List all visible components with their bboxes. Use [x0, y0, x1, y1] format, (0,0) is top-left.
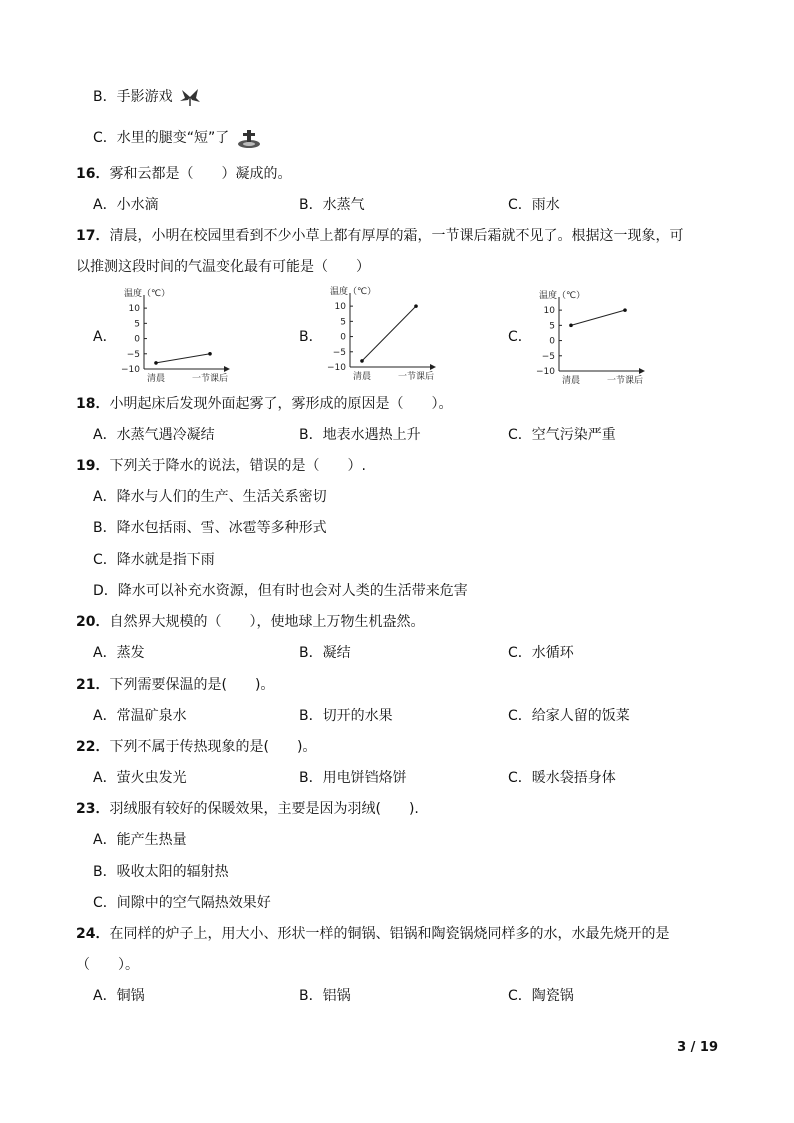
q20-number: 20．: [76, 614, 110, 630]
data-point: [569, 324, 573, 328]
q16-option-c: C．雨水: [508, 197, 560, 213]
q23-number: 23．: [76, 801, 110, 817]
q22-text: 下列不属于传热现象的是( )。: [109, 739, 317, 755]
x-tick-label: 清晨: [146, 374, 166, 384]
q21-text: 下列需要保温的是( )。: [109, 677, 275, 693]
q20-stem: [76, 612, 424, 632]
q16-option-a: A．小水滴: [93, 197, 159, 213]
q17-option-b-label: B．: [299, 329, 323, 345]
data-point: [208, 352, 212, 356]
q24-number: 24．: [76, 926, 110, 942]
q24-option-c: C．陶瓷锅: [508, 988, 574, 1004]
q23-option-c: C．间隙中的空气隔热效果好: [93, 895, 271, 911]
q20-option-a: A．蒸发: [93, 645, 145, 661]
q21-option-b: B．切开的水果: [299, 708, 393, 724]
q18-option-a: A．水蒸气遇冷凝结: [93, 427, 215, 443]
data-point: [414, 304, 418, 308]
q19-text: 下列关于降水的说法，错误的是（ ）.: [109, 458, 366, 474]
q22-option-c: C．暖水袋捂身体: [508, 770, 616, 786]
q22-stem: [76, 737, 316, 757]
y-tick-label: −10: [327, 363, 346, 373]
y-tick-label: −10: [121, 365, 140, 375]
y-axis-label: 温度（℃）: [124, 289, 171, 299]
x-tick-label: 一节课后: [397, 372, 435, 382]
data-point: [360, 359, 364, 363]
q21-option-a: A．常温矿泉水: [93, 708, 187, 724]
y-tick-label: 0: [340, 332, 346, 343]
x-axis-arrow: [430, 364, 436, 370]
q19-option-c: C．降水就是指下雨: [93, 552, 215, 568]
x-tick-label: 一节课后: [606, 376, 644, 386]
series-line: [156, 354, 210, 363]
series-line: [362, 306, 416, 361]
y-tick-label: 0: [549, 336, 555, 347]
q16-stem: [76, 164, 291, 184]
q16-text: 雾和云都是（ ）凝成的。: [109, 166, 292, 182]
x-tick-label: 清晨: [561, 376, 581, 386]
temperature-chart-c: [527, 287, 657, 387]
q17-number: 17．: [76, 228, 110, 244]
q22-option-a: A．萤火虫发光: [93, 770, 187, 786]
data-point: [623, 308, 627, 312]
q23-option-a: A．能产生热量: [93, 832, 187, 848]
q24-stem-2: （ ）。: [76, 957, 139, 973]
q20-text: 自然界大规模的（ ），使地球上万物生机盎然。: [109, 614, 425, 630]
y-axis-label: 温度（℃）: [330, 287, 377, 297]
q17-option-a-label: A．: [93, 329, 117, 345]
q17-stem-1: [76, 226, 683, 246]
q20-option-b: B．凝结: [299, 645, 351, 661]
y-tick-label: 10: [128, 304, 140, 315]
q17-option-c-label: C．: [508, 329, 532, 345]
q21-number: 21．: [76, 677, 110, 693]
q23-text: 羽绒服有较好的保暖效果，主要是因为羽绒( ).: [109, 801, 419, 817]
y-tick-label: 10: [543, 306, 555, 317]
q15-option-b: [93, 87, 201, 107]
y-tick-label: −5: [126, 349, 140, 360]
x-tick-label: 清晨: [352, 372, 372, 382]
q18-number: 18．: [76, 396, 110, 412]
q18-option-c: C．空气污染严重: [508, 427, 616, 443]
temperature-chart-a: [112, 285, 242, 385]
q15-option-c-text: C．水里的腿变“短”了: [93, 130, 230, 146]
q15-option-b-text: B．手影游戏: [93, 89, 173, 105]
q17-text-1: 清晨，小明在校园里看到不少小草上都有厚厚的霜，一节课后霜就不见了。根据这一现象，可: [109, 228, 684, 244]
q16-number: 16．: [76, 166, 110, 182]
hand-shadow-icon: [179, 87, 201, 107]
q24-option-b: B．铝锅: [299, 988, 351, 1004]
q19-stem: [76, 456, 366, 476]
q15-option-c: [93, 127, 262, 149]
y-tick-label: −10: [536, 367, 555, 377]
y-tick-label: 0: [134, 334, 140, 345]
temperature-chart-b: [318, 283, 448, 383]
x-axis-arrow: [639, 368, 645, 374]
y-axis-label: 温度（℃）: [539, 291, 586, 301]
q18-option-b: B．地表水遇热上升: [299, 427, 421, 443]
q21-stem: [76, 675, 274, 695]
q20-option-c: C．水循环: [508, 645, 574, 661]
y-tick-label: 5: [134, 319, 140, 330]
data-point: [154, 361, 158, 365]
y-tick-label: −5: [541, 351, 555, 362]
x-axis-arrow: [224, 366, 230, 372]
q17-stem-2: 以推测这段时间的气温变化最有可能是（ ）: [76, 259, 370, 275]
q24-stem-1: [76, 924, 669, 944]
q24-text-1: 在同样的炉子上，用大小、形状一样的铜锅、铝锅和陶瓷锅烧同样多的水，水最先烧开的是: [109, 926, 670, 942]
q23-option-b: B．吸收太阳的辐射热: [93, 864, 229, 880]
q19-option-b: B．降水包括雨、雪、冰雹等多种形式: [93, 520, 327, 536]
q16-option-b: B．水蒸气: [299, 197, 365, 213]
y-tick-label: 5: [549, 321, 555, 332]
q18-text: 小明起床后发现外面起雾了，雾形成的原因是（ ）。: [109, 396, 453, 412]
page-number: 3 / 19: [677, 1040, 718, 1055]
q19-number: 19．: [76, 458, 110, 474]
q22-option-b: B．用电饼铛烙饼: [299, 770, 407, 786]
q24-option-a: A．铜锅: [93, 988, 145, 1004]
y-tick-label: 10: [334, 302, 346, 313]
x-tick-label: 一节课后: [191, 374, 229, 384]
q18-stem: [76, 394, 452, 414]
series-line: [571, 310, 625, 325]
q21-option-c: C．给家人留的饭菜: [508, 708, 630, 724]
y-tick-label: 5: [340, 317, 346, 328]
q22-number: 22．: [76, 739, 110, 755]
leg-in-water-icon: [236, 127, 262, 149]
q19-option-a: A．降水与人们的生产、生活关系密切: [93, 489, 327, 505]
q19-option-d: D．降水可以补充水资源，但有时也会对人类的生活带来危害: [93, 583, 468, 599]
q23-stem: [76, 799, 419, 819]
y-tick-label: −5: [332, 347, 346, 358]
